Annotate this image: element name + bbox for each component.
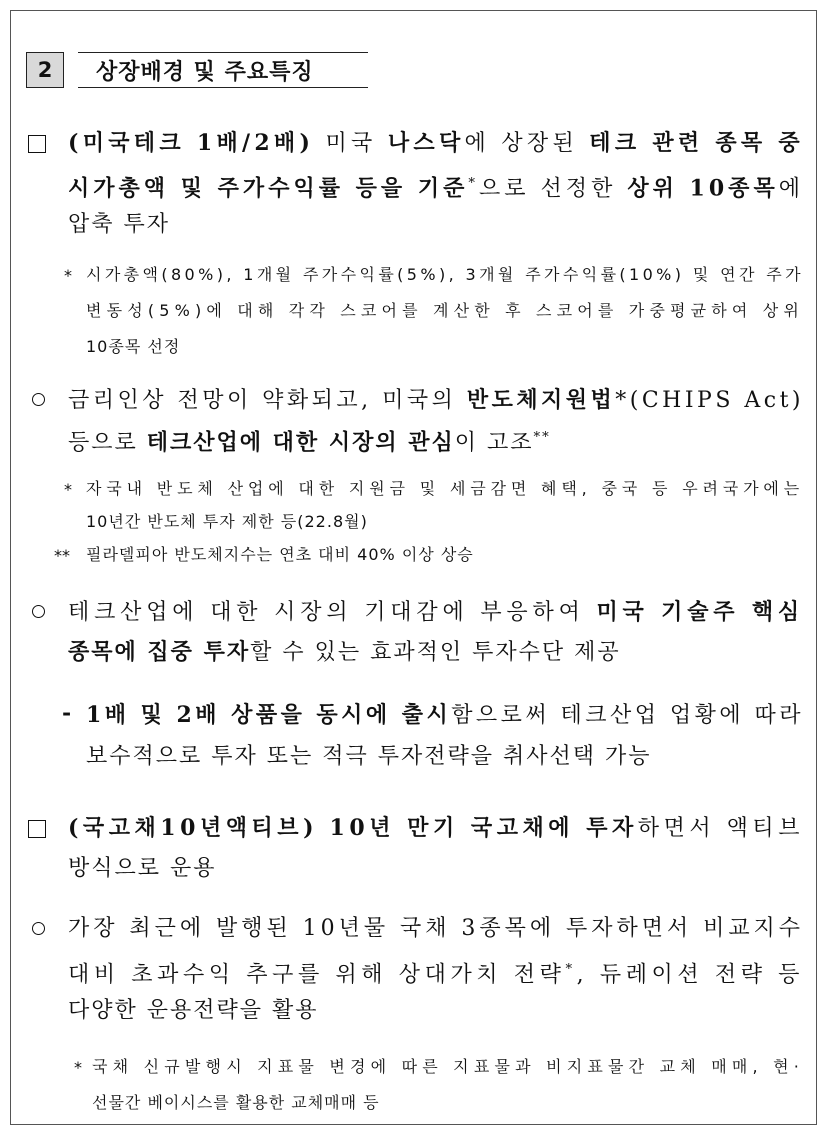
bold-text: (국고채10년액티브) (68, 815, 319, 841)
text: ** (533, 430, 551, 445)
text-line (86, 300, 804, 322)
footnote-mark: * (74, 1058, 82, 1077)
text: 으로 선정한 (479, 176, 628, 202)
text-line (68, 128, 804, 159)
text: 미국 (314, 131, 388, 156)
text-line (86, 478, 804, 500)
bold-text: 상위 10종목 (627, 175, 779, 202)
text-line (68, 955, 804, 990)
text-line (68, 637, 621, 668)
text: 10종목 선정 (86, 337, 181, 356)
text: 시가총액(80%), 1개월 주가수익률(5%), 3개월 주가수익률(10%) 및 연간 주가 (86, 265, 804, 284)
text-line (92, 1056, 804, 1078)
text-line (86, 336, 180, 358)
text: 에 (778, 176, 804, 202)
text: 압축 투자 (68, 212, 171, 237)
square-bullet-icon (28, 820, 46, 838)
text: 등으로 (68, 430, 147, 456)
text: 보수적으로 투자 또는 적극 투자전략을 취사선택 가능 (86, 744, 652, 769)
text (318, 816, 330, 841)
text-line (68, 854, 217, 884)
text: 대비 초과수익 추구를 위해 상대가치 전략 (68, 962, 566, 988)
text: 이 고조 (454, 430, 534, 456)
text-line (86, 700, 804, 731)
bold-text: 테크 관련 종목 중 (589, 130, 804, 156)
text: 함으로써 테크산업 업황에 따라 (451, 703, 804, 728)
text: 자국내 반도체 산업에 대한 지원금 및 세금감면 혜택, 중국 등 우려국가에는 (86, 479, 804, 498)
bold-text: (미국테크 1배/2배) (68, 130, 315, 156)
section-number: 2 (26, 52, 64, 88)
text-line (86, 742, 652, 772)
bold-text: 시가총액 및 주가수익률 등을 기준 (68, 175, 469, 202)
text: 하면서 액티브 (637, 816, 804, 841)
section-title: 상장배경 및 주요특징 (78, 52, 368, 88)
text-line (86, 511, 368, 533)
circle-bullet-icon (32, 922, 45, 935)
footnote-mark: ** (54, 546, 70, 565)
text: 10년간 반도체 투자 제한 등(22.8월) (86, 512, 368, 531)
text-line (68, 423, 551, 458)
footnote-mark: * (64, 266, 72, 285)
bold-text: 미국 기술주 핵심 (596, 599, 804, 625)
text: 선물간 베이시스를 활용한 교체매매 등 (92, 1093, 380, 1112)
text: 에 상장된 (464, 131, 590, 156)
text-line (92, 1092, 380, 1114)
text: 할 수 있는 효과적인 투자수단 제공 (250, 640, 621, 665)
square-bullet-icon (28, 135, 46, 153)
bold-text: 1배 및 2배 상품을 동시에 출시 (86, 702, 452, 728)
text-line (68, 996, 319, 1026)
circle-bullet-icon (32, 605, 45, 618)
text: 변동성(5%)에 대해 각각 스코어를 계산한 후 스코어를 가중평균하여 상위 (86, 301, 804, 320)
text: , 듀레이션 전략 등 (576, 962, 804, 988)
bold-text: 종목에 집중 투자 (68, 639, 251, 665)
text: 다양한 운용전략을 활용 (68, 998, 319, 1023)
text-line (68, 169, 804, 204)
text: *(CHIPS Act) (615, 388, 804, 413)
text: 테크산업에 대한 시장의 기대감에 부응하여 (68, 600, 597, 625)
text: * (468, 176, 479, 191)
text-line (68, 914, 804, 944)
bold-text: 나스닥 (387, 130, 465, 156)
footnote-mark: * (64, 480, 72, 499)
bold-text: 반도체지원법 (466, 387, 616, 413)
text-line (68, 385, 804, 416)
text: 금리인상 전망이 약화되고, 미국의 (68, 388, 467, 413)
circle-bullet-icon (32, 393, 45, 406)
text: 국채 신규발행시 지표물 변경에 따른 지표물과 비지표물간 교체 매매, 현· (92, 1057, 804, 1076)
bold-text: 10년 만기 국고채에 투자 (329, 815, 638, 841)
text: 가장 최근에 발행된 10년물 국채 3종목에 투자하면서 비교지수 (68, 916, 804, 941)
text-line (68, 210, 170, 240)
text: * (565, 962, 577, 977)
dash-bullet: - (62, 700, 72, 726)
text-line (68, 597, 804, 628)
bold-text: 테크산업에 대한 시장의 관심 (146, 429, 455, 456)
text-line (68, 813, 804, 844)
text: 방식으로 운용 (68, 856, 217, 881)
text-line (86, 264, 804, 286)
text: 필라델피아 반도체지수는 연초 대비 40% 이상 상승 (86, 545, 474, 564)
text-line (86, 544, 474, 566)
